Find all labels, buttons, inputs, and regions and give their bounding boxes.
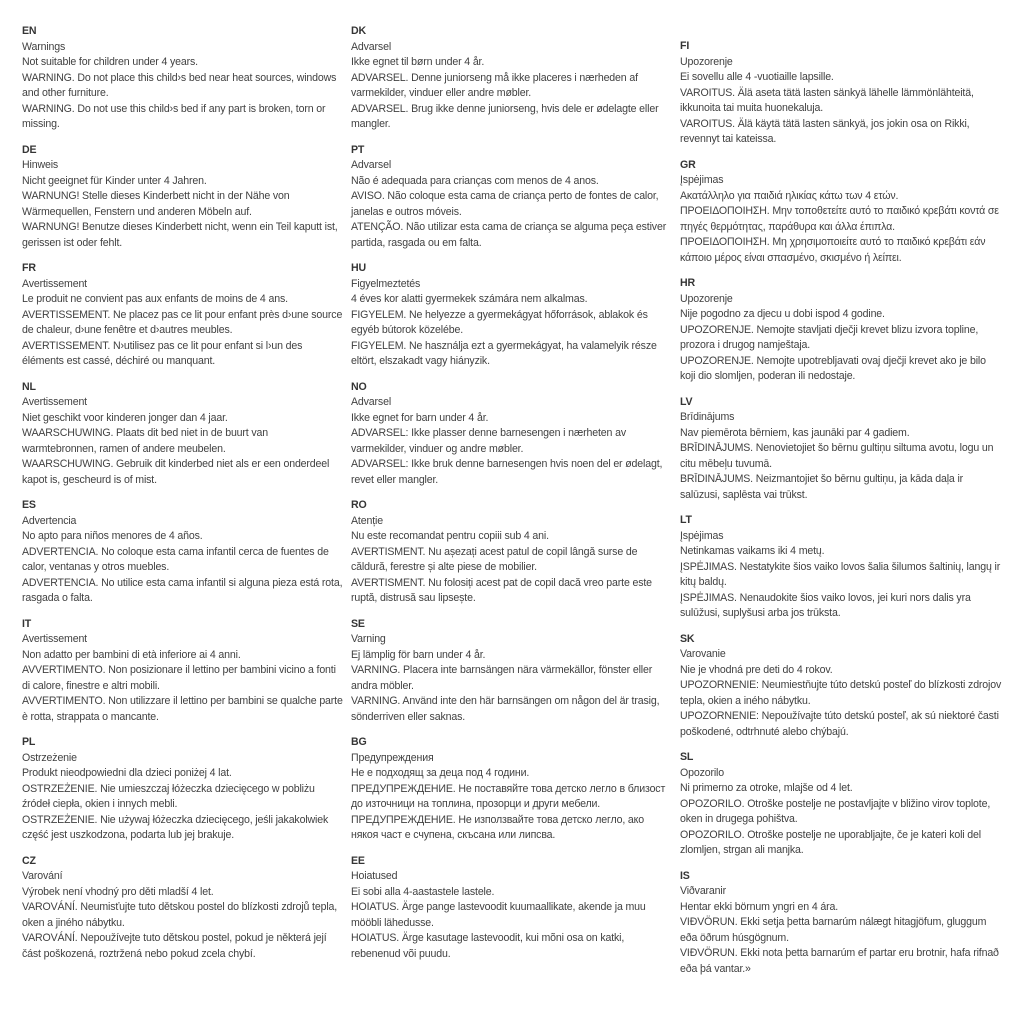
warning-title-cz: Varování bbox=[22, 870, 63, 882]
language-code-it: IT bbox=[22, 617, 32, 630]
warning-title-pt: Advarsel bbox=[351, 159, 392, 171]
warning-title-nl: Avertissement bbox=[22, 396, 87, 408]
warning-text-nl-2: WAARSCHUWING. Plaats dit bed niet in de buurt van warmtebronnen, ramen of andere meubelen. bbox=[22, 427, 269, 455]
warning-text-pt-2: AVISO. Não coloque esta cama de criança perto de fontes de calor, janelas e outros móveis. bbox=[351, 190, 659, 218]
warning-title-lt: Įspėjimas bbox=[680, 529, 724, 542]
warning-title-pl: Ostrzeżenie bbox=[22, 751, 77, 764]
warning-title-en: Warnings bbox=[22, 40, 66, 53]
warning-title-fr: Avertissement bbox=[22, 277, 87, 290]
warnings-column-left bbox=[22, 24, 344, 1024]
warning-title-hr: Upozorenje bbox=[680, 292, 733, 305]
warning-block-es bbox=[22, 498, 344, 607]
language-code-bg: BG bbox=[351, 736, 367, 748]
warning-block-hu bbox=[351, 261, 673, 370]
language-code-ee: EE bbox=[351, 854, 365, 867]
warning-text-lt-2: ĮSPĖJIMAS. Nestatykite šios vaiko lovos šalia šilumos šaltinių, langų ir kitų baldų. bbox=[680, 560, 1001, 588]
warnings-column-right bbox=[680, 24, 1002, 1024]
warning-text-fi-2: VAROITUS. Älä aseta tätä lasten sänkyä lähelle lämmönlähteitä, ikkunoita tai muita huonekaluja. bbox=[680, 86, 974, 114]
warning-block-se bbox=[351, 617, 673, 726]
warning-text-es-3: ADVERTENCIA. No utilice esta cama infantil si alguna pieza está rota, rasgada o falta. bbox=[22, 576, 343, 604]
warning-title-bg: Предупреждения bbox=[351, 751, 434, 764]
warning-text-pl-3: OSTRZEŻENIE. Nie używaj łóżeczka dziecięcego, jeśli jakakolwiek część jest uszkodzona, podarta lub jej brakuje. bbox=[22, 813, 329, 841]
warning-text-gr-1: Ακατάλληλο για παιδιά ηλικίας κάτω των 4 ετών. bbox=[680, 189, 899, 202]
warning-text-ro-2: AVERTISMENT. Nu așezați acest patul de copil lângă surse de căldură, ferestre și alte piese de mobilier. bbox=[351, 545, 638, 573]
language-code-gr: GR bbox=[680, 158, 696, 171]
warning-block-dk bbox=[351, 24, 673, 133]
warning-text-no-3: ADVARSEL: Ikke bruk denne barnesengen hvis noen del er ødelagt, revet eller mangler. bbox=[351, 458, 663, 486]
language-code-de: DE bbox=[22, 143, 37, 156]
warning-text-dk-1: Ikke egnet til børn under 4 år. bbox=[351, 56, 485, 68]
warning-title-no: Advarsel bbox=[351, 396, 392, 408]
warning-text-sl-2: OPOZORILO. Otroške postelje ne postavljajte v bližino virov toplote, oken in drugega pohištva. bbox=[680, 797, 991, 825]
warning-text-pt-3: ATENÇÃO. Não utilizar esta cama de criança se alguma peça estiver partida, rasgada ou em falta. bbox=[351, 221, 667, 249]
warning-title-ee: Hoiatused bbox=[351, 870, 398, 882]
warning-text-fi-1: Ei sovellu alle 4 -vuotiaille lapsille. bbox=[680, 71, 834, 83]
warning-block-fr bbox=[22, 261, 344, 370]
warnings-column-middle bbox=[351, 24, 673, 1024]
warning-block-lv bbox=[680, 395, 1002, 504]
warning-text-es-1: No apto para niños menores de 4 años. bbox=[22, 530, 203, 542]
warning-block-pl bbox=[22, 735, 344, 844]
warning-block-ro bbox=[351, 498, 673, 607]
warning-text-en-3: WARNING. Do not use this child›s bed if any part is broken, torn or missing. bbox=[22, 102, 326, 130]
warning-title-fi: Upozorenje bbox=[680, 55, 733, 68]
language-code-lt: LT bbox=[680, 514, 692, 526]
language-code-hr: HR bbox=[680, 277, 696, 289]
warning-text-cz-2: VAROVÁNÍ. Neumisťujte tuto dětskou postel do blízkosti zdrojů tepla, oken a jiného nábytku. bbox=[22, 901, 338, 929]
warning-text-bg-1: Не е подходящ за деца под 4 години. bbox=[351, 767, 530, 779]
warning-text-sk-3: UPOZORNENIE: Nepoužívajte túto detskú posteľ, ak sú niektoré časti poškodené, odtrhnuté alebo chýbajú. bbox=[680, 710, 999, 738]
warning-text-fr-3: AVERTISSEMENT. N›utilisez pas ce lit pour enfant si l›un des éléments est cassé, déchiré ou manquant. bbox=[22, 339, 303, 367]
warning-text-bg-2: ПРЕДУПРЕЖДЕНИЕ. Не поставяйте това детско легло в близост до източници на топлина, прозорци и други мебели. bbox=[351, 782, 666, 810]
language-code-hu: HU bbox=[351, 262, 367, 274]
warning-text-en-2: WARNING. Do not place this child›s bed near heat sources, windows and other furniture. bbox=[22, 71, 337, 99]
language-code-es: ES bbox=[22, 499, 36, 511]
language-code-ro: RO bbox=[351, 499, 367, 511]
warning-text-se-2: VARNING. Placera inte barnsängen nära värmekällor, fönster eller andra möbler. bbox=[351, 664, 653, 692]
warning-text-ee-2: HOIATUS. Ärge pange lastevoodit kuumaallikate, akende ja muu mööbli lähedusse. bbox=[351, 901, 646, 929]
language-code-fi: FI bbox=[680, 40, 690, 52]
language-code-sk: SK bbox=[680, 632, 695, 645]
language-code-lv: LV bbox=[680, 395, 693, 408]
warning-title-es: Advertencia bbox=[22, 514, 77, 527]
language-code-en: EN bbox=[22, 25, 37, 37]
warning-text-is-1: Hentar ekki börnum yngri en 4 ára. bbox=[680, 900, 839, 913]
warning-text-pl-2: OSTRZEŻENIE. Nie umieszczaj łóżeczka dziecięcego w pobliżu źródeł ciepła, okien i innych mebli. bbox=[22, 782, 315, 810]
warning-text-ro-1: Nu este recomandat pentru copiii sub 4 ani. bbox=[351, 530, 549, 542]
language-code-dk: DK bbox=[351, 25, 367, 37]
warning-text-lt-3: ĮSPĖJIMAS. Nenaudokite šios vaiko lovos, jei kuri nors dalis yra sulūžusi, suplyšusi arba jos trūksta. bbox=[680, 591, 971, 619]
warning-block-pt bbox=[351, 143, 673, 252]
warning-block-lt bbox=[680, 513, 1002, 622]
warning-block-bg bbox=[351, 735, 673, 844]
warning-text-de-1: Nicht geeignet für Kinder unter 4 Jahren. bbox=[22, 174, 207, 187]
warning-title-sk: Varovanie bbox=[680, 648, 726, 660]
warning-text-nl-3: WAARSCHUWING. Gebruik dit kinderbed niet als er een onderdeel kapot is, gescheurd is of mist. bbox=[22, 458, 330, 486]
warning-text-it-3: AVVERTIMENTO. Non utilizzare il lettino per bambini se qualche parte è rotta, strappata o mancante. bbox=[22, 695, 343, 723]
language-code-sl: SL bbox=[680, 751, 694, 763]
warning-text-ee-3: HOIATUS. Ärge kasutage lastevoodit, kui mõni osa on katki, rebenenud või puudu. bbox=[351, 932, 625, 960]
language-code-cz: CZ bbox=[22, 854, 36, 867]
warning-text-lt-1: Netinkamas vaikams iki 4 metų. bbox=[680, 545, 825, 557]
warning-text-se-3: VARNING. Använd inte den här barnsängen om någon del är trasig, sönderriven eller saknas. bbox=[351, 695, 660, 723]
warning-text-pl-1: Produkt nieodpowiedni dla dzieci poniżej 4 lat. bbox=[22, 767, 232, 779]
warning-text-dk-3: ADVARSEL. Brug ikke denne juniorseng, hvis dele er ødelagte eller mangler. bbox=[351, 102, 659, 130]
warning-title-sl: Opozorilo bbox=[680, 766, 724, 779]
warning-text-it-2: AVVERTIMENTO. Non posizionare il lettino per bambini vicino a fonti di calore, finestre e altri mobili. bbox=[22, 664, 336, 692]
warning-text-hr-2: UPOZORENJE. Nemojte stavljati dječji krevet blizu izvora topline, prozora i drugog namještaja. bbox=[680, 323, 979, 351]
warning-title-hu: Figyelmeztetés bbox=[351, 277, 421, 290]
warning-text-lv-3: BRĪDINĀJUMS. Neizmantojiet šo bērnu gultiņu, ja kāda daļa ir salūzusi, saplēsta vai trūkst. bbox=[680, 473, 964, 501]
warning-text-se-1: Ej lämplig för barn under 4 år. bbox=[351, 648, 486, 661]
warning-text-fr-1: Le produit ne convient pas aux enfants de moins de 4 ans. bbox=[22, 293, 288, 305]
warning-text-is-3: VIÐVÖRUN. Ekki nota þetta barnarúm ef partar eru brotnir, hafa rifnað eða þá vantar.» bbox=[680, 947, 999, 975]
warning-text-hr-3: UPOZORENJE. Nemojte upotrebljavati ovaj dječji krevet ako je bilo koji dio slomljen, poderan ili nedostaje. bbox=[680, 354, 986, 382]
warning-text-is-2: VIÐVÖRUN. Ekki setja þetta barnarúm nálægt hitagjöfum, gluggum eða öðrum húsgögnum. bbox=[680, 916, 987, 944]
warning-text-de-2: WARNUNG! Stelle dieses Kinderbett nicht in der Nähe von Wärmequellen, Fenstern und anderen Möbeln auf. bbox=[22, 190, 290, 218]
warning-block-no bbox=[351, 380, 673, 489]
warning-text-fr-2: AVERTISSEMENT. Ne placez pas ce lit pour enfant près d›une source de chaleur, d›une fenêtre et d›autres meubles. bbox=[22, 308, 343, 336]
warning-text-bg-3: ПРЕДУПРЕЖДЕНИЕ. Не използвайте това детско легло, ако някоя част е счупена, скъсана или липсва. bbox=[351, 813, 645, 841]
warning-text-de-3: WARNUNG! Benutze dieses Kinderbett nicht, wenn ein Teil kaputt ist, gerissen ist oder fehlt. bbox=[22, 221, 338, 249]
warning-block-hr bbox=[680, 276, 1002, 385]
warning-title-de: Hinweis bbox=[22, 159, 59, 171]
language-code-se: SE bbox=[351, 617, 365, 630]
warning-text-cz-3: VAROVÁNÍ. Nepoužívejte tuto dětskou postel, pokud je některá její část poškozená, roztržená nebo pokud zcela chybí. bbox=[22, 932, 327, 960]
language-code-is: IS bbox=[680, 869, 690, 882]
warning-block-sl bbox=[680, 750, 1002, 859]
warning-text-pt-1: Não é adequada para crianças com menos de 4 anos. bbox=[351, 174, 599, 187]
warning-text-dk-2: ADVARSEL. Denne juniorseng må ikke placeres i nærheden af varmekilder, vinduer eller andre møbler. bbox=[351, 71, 638, 99]
warning-text-hu-2: FIGYELEM. Ne helyezze a gyermekágyat hőforrások, ablakok és egyéb bútorok közelébe. bbox=[351, 308, 648, 336]
warning-text-no-1: Ikke egnet for barn under 4 år. bbox=[351, 411, 489, 424]
warning-title-dk: Advarsel bbox=[351, 40, 392, 53]
warning-text-sl-1: Ni primerno za otroke, mlajše od 4 let. bbox=[680, 782, 853, 794]
warning-text-sl-3: OPOZORILO. Otroške postelje ne uporabljajte, če je kateri koli del zlomljen, strgan ali manjka. bbox=[680, 828, 981, 856]
warning-text-ro-3: AVERTISMENT. Nu folosiți acest pat de copil dacă vreo parte este ruptă, distrusă sau lipsește. bbox=[351, 576, 652, 604]
warning-text-no-2: ADVARSEL: Ikke plasser denne barnesengen i nærheten av varmekilder, vinduer og andre møbler. bbox=[351, 427, 626, 455]
warning-block-de bbox=[22, 143, 344, 252]
warning-block-gr bbox=[680, 158, 1002, 267]
warning-title-ro: Atenție bbox=[351, 514, 383, 527]
warning-title-is: Viðvaranir bbox=[680, 885, 727, 897]
warning-block-cz bbox=[22, 854, 344, 963]
language-code-fr: FR bbox=[22, 262, 36, 274]
warning-text-lv-2: BRĪDINĀJUMS. Nenovietojiet šo bērnu gultiņu siltuma avotu, logu un citu mēbeļu tuvumā. bbox=[680, 442, 994, 470]
warning-text-ee-1: Ei sobi alla 4-aastastele lastele. bbox=[351, 885, 495, 898]
warning-title-lv: Brīdinājums bbox=[680, 411, 735, 423]
warning-title-se: Varning bbox=[351, 633, 386, 645]
warning-block-fi bbox=[680, 39, 1002, 148]
warning-text-en-1: Not suitable for children under 4 years. bbox=[22, 56, 198, 68]
warning-block-ee bbox=[351, 854, 673, 963]
language-code-no: NO bbox=[351, 380, 367, 393]
warning-text-es-2: ADVERTENCIA. No coloque esta cama infantil cerca de fuentes de calor, ventanas y otros muebles. bbox=[22, 545, 329, 573]
warning-text-lv-1: Nav piemērota bērniem, kas jaunāki par 4 gadiem. bbox=[680, 426, 910, 439]
warning-text-it-1: Non adatto per bambini di età inferiore ai 4 anni. bbox=[22, 648, 241, 661]
warning-text-nl-1: Niet geschikt voor kinderen jonger dan 4 jaar. bbox=[22, 411, 228, 424]
warning-block-en bbox=[22, 24, 344, 133]
warning-block-is bbox=[680, 869, 1002, 978]
warning-text-fi-3: VAROITUS. Älä käytä tätä lasten sänkyä, jos jokin osa on Rikki, revennyt tai kateissa. bbox=[680, 117, 970, 145]
warning-title-it: Avertissement bbox=[22, 633, 87, 645]
warning-block-sk bbox=[680, 632, 1002, 741]
warning-text-gr-2: ΠΡΟΕΙΔΟΠΟΙΗΣΗ. Μην τοποθετείτε αυτό το παιδικό κρεβάτι κοντά σε πηγές θερμότητας, παράθυρα και άλλα έπιπλα. bbox=[680, 205, 999, 233]
language-code-pl: PL bbox=[22, 736, 36, 748]
language-code-pt: PT bbox=[351, 143, 365, 156]
warning-title-gr: Įspėjimas bbox=[680, 174, 724, 186]
warning-text-gr-3: ΠΡΟΕΙΔΟΠΟΙΗΣΗ. Μη χρησιμοποιείτε αυτό το παιδικό κρεβάτι εάν κάποιο μέρος είναι σπασμένο, σκισμένο ή λείπει. bbox=[680, 236, 986, 264]
warning-text-sk-2: UPOZORNENIE: Neumiestňujte túto detskú posteľ do blízkosti zdrojov tepla, okien a iného nábytku. bbox=[680, 679, 1002, 707]
warning-text-cz-1: Výrobek není vhodný pro děti mladší 4 let. bbox=[22, 885, 214, 898]
language-code-nl: NL bbox=[22, 380, 36, 393]
warning-block-nl bbox=[22, 380, 344, 489]
warning-text-hu-3: FIGYELEM. Ne használja ezt a gyermekágyat, ha valamelyik része eltört, elszakadt vagy hiányzik. bbox=[351, 339, 657, 367]
warning-text-hr-1: Nije pogodno za djecu u dobi ispod 4 godine. bbox=[680, 308, 885, 320]
warning-text-hu-1: 4 éves kor alatti gyermekek számára nem alkalmas. bbox=[351, 293, 588, 305]
warning-text-sk-1: Nie je vhodná pre deti do 4 rokov. bbox=[680, 663, 833, 676]
warning-block-it bbox=[22, 617, 344, 726]
